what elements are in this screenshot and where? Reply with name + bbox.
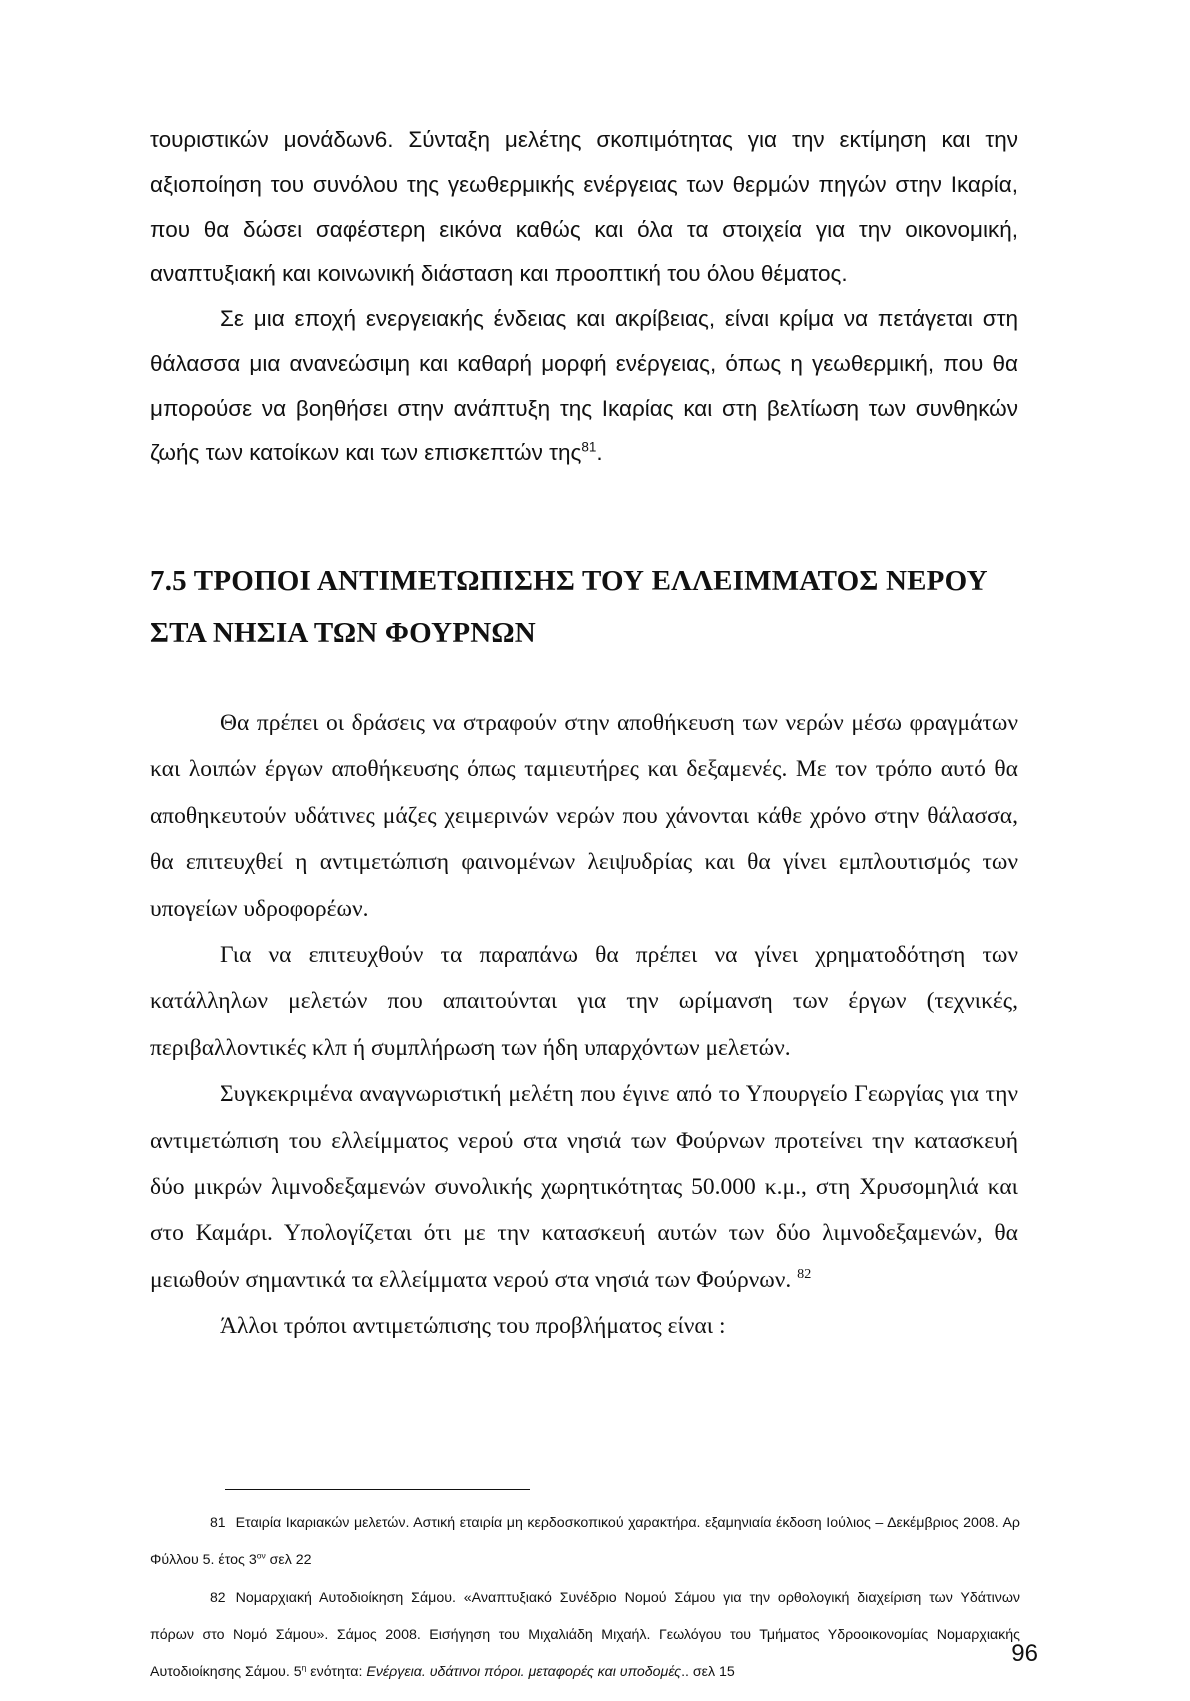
intro-paragraph [150,118,1018,297]
intro-text: τουριστικών μονάδων6. Σύνταξη μελέτης σκοπιμότητας για την εκτίμηση και την αξιοποίηση του συνόλου της γεωθερμικής ενέργειας των θερμών πηγών στην Ικαρία, που θα δώσει σαφέστερη εικόνα καθώς και όλα τα στοιχεία για την οικονομική, αναπτυξιακή και κοινωνική διάσταση και προοπτική του όλου θέματος. [150,127,1018,287]
energy-paragraph [150,297,1018,476]
footnote-separator [225,1489,530,1490]
body-paragraph-2: Για να επιτευχθούν τα παραπάνω θα πρέπει να γίνει χρηματοδότηση των κατάλληλων μελετών που απαιτούνται για την ωρίμανση των έργων (τεχνικές, περιβαλλοντικές κλπ ή συμπλήρωση των ήδη υπαρχόντων μελετών. [150,942,1018,1061]
footnote-mid: ενότητα: [306,1664,367,1680]
section-body [150,700,1018,1350]
energy-text: Σε μια εποχή ενεργειακής ένδειας και ακρίβειας, είναι κρίμα να πετάγεται στη θάλασσα μια ανανεώσιμη και καθαρή μορφή ενέργειας, όπως η γεωθερμική, που θα μπορούσε να βοηθήσει στην ανάπτυξη της Ικαρίας και στη βελτίωση των συνθηκών ζωής των κατοίκων και των επισκεπτών της [150,306,1018,466]
body-paragraph-4: Άλλοι τρόποι αντιμετώπισης του προβλήματος είναι : [220,1313,726,1340]
body-paragraph-3-text: Συγκεκριμένα αναγνωριστική μελέτη που έγινε από το Υπουργείο Γεωργίας για την αντιμετώπιση του ελλείμματος νερού στα νησιά των Φούρνων προτείνει την κατασκευή δύο μικρών λιμνοδεξαμενών συνολικής χωρητικότητας 50.000 κ.μ., στη Χρυσομηλιά και στο Καμάρι. Υπολογίζεται ότι με την κατασκευή αυτών των δύο λιμνοδεξαμενών, θα μειωθούν σημαντικά τα ελλείμματα νερού στα νησιά των Φούρνων. [150,1081,1018,1293]
page-number: 96 [1011,1640,1038,1667]
footnote-81 [150,1504,1020,1579]
footnotes [150,1504,1020,1691]
footnote-sup: η [301,1662,307,1673]
footnote-ref-82[interactable]: 82 [797,1266,812,1283]
footnote-end: σελ 22 [265,1552,312,1568]
footnote-text: Εταιρία Ικαριακών μελετών. Αστική εταιρία μη κερδοσκοπικού χαρακτήρα. εξαμηνιαία έκδοση Ιούλιος – Δεκέμβριος 2008. Αρ Φύλλου 5. έτος 3 [150,1515,1020,1568]
section-heading [150,555,1030,659]
footnote-82 [150,1579,1020,1691]
body-paragraph-1: Θα πρέπει οι δράσεις να στραφούν στην αποθήκευση των νερών μέσω φραγμάτων και λοιπών έργων αποθήκευσης όπως ταμιευτήρες και δεξαμενές. Με τον τρόπο αυτό θα αποθηκευτούν υδάτινες μάζες χειμερινών νερών που χάνονται κάθε χρόνο στην θάλασσα, θα επιτευχθεί η αντιμετώπιση φαινομένων λειψυδρίας και θα γίνει εμπλουτισμός των υπογείων υδροφορέων. [150,710,1018,922]
footnote-number: 82 [210,1589,226,1605]
footnote-end: .. σελ 15 [681,1664,735,1680]
footnote-number: 81 [210,1514,226,1530]
footnote-text: Νομαρχιακή Αυτοδιοίκηση Σάμου. «Αναπτυξιακό Συνέδριο Νομού Σάμου για την ορθολογική διαχείριση των Υδάτινων πόρων στο Νομό Σάμου». Σάμος 2008. Εισήγηση του Μιχαλιάδη Μιχαήλ. Γεωλόγου του Τμήματος Υδροοικονομίας Νομαρχιακής Αυτοδιοίκησης Σάμου. 5 [150,1590,1020,1680]
footnote-ref-81[interactable]: 81 [581,439,597,455]
section-heading-line2: ΣΤΑ ΝΗΣΙΑ ΤΩΝ ΦΟΥΡΝΩΝ [150,617,536,649]
body-paragraph-3 [150,1071,1018,1303]
section-heading-line1: 7.5 ΤΡΟΠΟΙ ΑΝΤΙΜΕΤΩΠΙΣΗΣ ΤΟΥ ΕΛΛΕΙΜΜΑΤΟΣ ΝΕΡΟΥ [150,565,988,597]
footnote-italic: Ενέργεια. υδάτινοι πόροι. μεταφορές και υποδομές [366,1664,682,1680]
footnote-sup: ον [256,1550,266,1561]
energy-end: . [596,440,603,466]
